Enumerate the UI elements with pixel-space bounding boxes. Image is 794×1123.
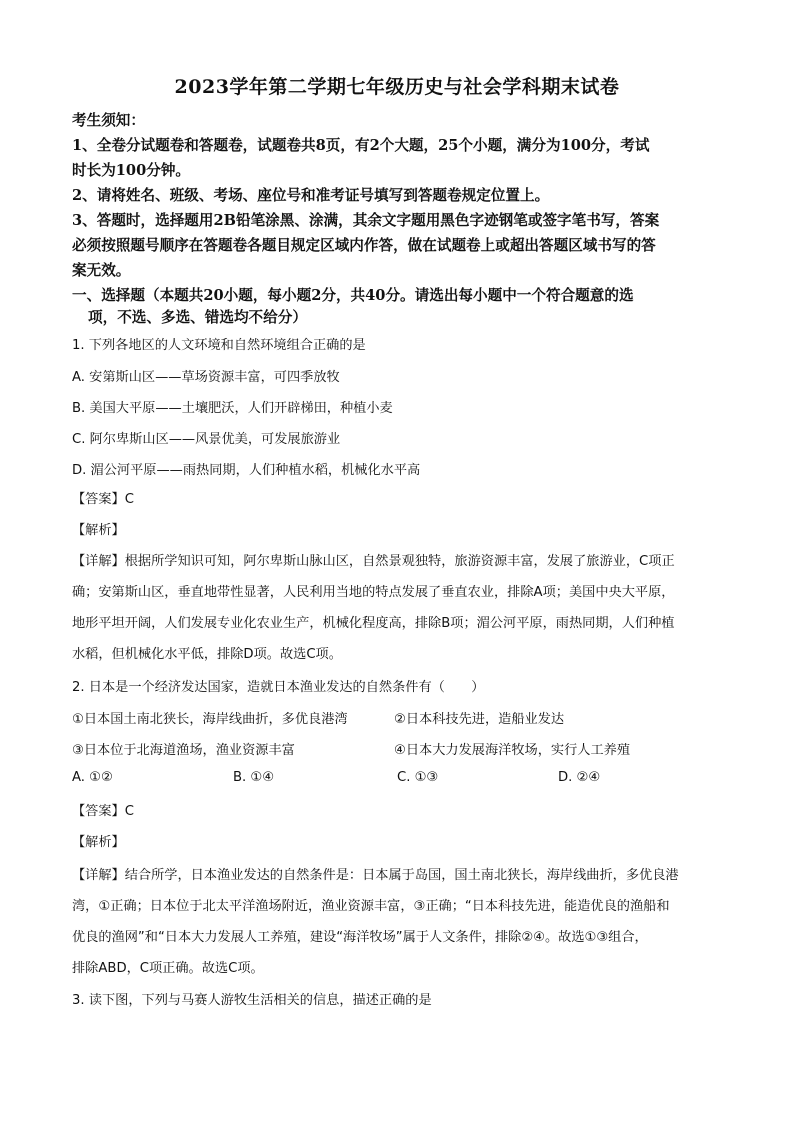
section-heading: 一、选择题（本题共20小题，每小题2分，共40分。请选出每小题中一个符合题意的选 [72, 287, 634, 304]
question-2-option-d: D. ②④ [558, 770, 601, 785]
section-heading-cont: 项，不选、多选、错选均不给分） [88, 309, 307, 326]
notice-item-3-cont: 必须按照题号顺序在答题卷各题目规定区域内作答，做在试题卷上或超出答题区域书写的答 [72, 237, 656, 254]
question-2-detail-4: 排除ABD，C项正确。故选C项。 [72, 961, 264, 976]
question-1-detail-2: 确；安第斯山区，垂直地带性显著，人民利用当地的特点发展了垂直农业，排除A项；美国中央大平原， [72, 585, 675, 600]
notice-item-3: 3、答题时，选择题用2B铅笔涂黑、涂满，其余文字题用黑色字迹钢笔或签字笔书写，答案 [72, 212, 660, 229]
notice-item-1-cont: 时长为100分钟。 [72, 162, 191, 179]
question-2-answer: 【答案】C [72, 804, 134, 819]
question-2-item-1: ①日本国土南北狭长，海岸线曲折，多优良港湾 [72, 712, 348, 727]
question-1-answer: 【答案】C [72, 492, 134, 507]
question-1-detail-1: 【详解】根据所学知识可知，阿尔卑斯山脉山区，自然景观独特，旅游资源丰富，发展了旅游业，C项正 [72, 554, 675, 569]
question-2-option-a: A. ①② [72, 770, 113, 785]
question-1-option-d: D. 湄公河平原——雨热同期，人们种植水稻，机械化水平高 [72, 463, 421, 478]
question-2-item-3: ③日本位于北海道渔场，渔业资源丰富 [72, 743, 295, 758]
question-1-detail-3: 地形平坦开阔，人们发展专业化农业生产，机械化程度高，排除B项；湄公河平原，雨热同期，人们种植 [72, 616, 675, 631]
question-2-stem: 2. 日本是一个经济发达国家，造就日本渔业发达的自然条件有（ ） [72, 680, 485, 695]
question-1-option-a: A. 安第斯山区——草场资源丰富，可四季放牧 [72, 370, 340, 385]
question-2-detail-1: 【详解】结合所学，日本渔业发达的自然条件是：日本属于岛国，国土南北狭长，海岸线曲折，多优良港 [72, 868, 679, 883]
question-2-analysis-label: 【解析】 [72, 835, 125, 850]
question-1-stem: 1. 下列各地区的人文环境和自然环境组合正确的是 [72, 338, 366, 353]
exam-title: 2023学年第二学期七年级历史与社会学科期末试卷 [174, 76, 620, 98]
question-2-detail-2: 湾，①正确；日本位于北太平洋渔场附近，渔业资源丰富，③正确；“日本科技先进，能造优良的渔船和 [72, 899, 670, 914]
question-2-item-4: ④日本大力发展海洋牧场，实行人工养殖 [394, 743, 631, 758]
notice-item-3-end: 案无效。 [72, 262, 131, 279]
question-2-detail-3: 优良的渔网”和“日本大力发展人工养殖，建设“海洋牧场”属于人文条件，排除②④。故选①③组合， [72, 930, 648, 945]
question-3-stem: 3. 读下图，下列与马赛人游牧生活相关的信息，描述正确的是 [72, 993, 432, 1008]
notice-item-1: 1、全卷分试题卷和答题卷，试题卷共8页，有2个大题，25个小题，满分为100分，考试 [72, 137, 650, 154]
question-2-item-2: ②日本科技先进，造船业发达 [394, 712, 565, 727]
question-1-option-c: C. 阿尔卑斯山区——风景优美，可发展旅游业 [72, 432, 341, 447]
notice-heading: 考生须知： [72, 112, 145, 129]
question-1-analysis-label: 【解析】 [72, 523, 125, 538]
question-1-detail-4: 水稻，但机械化水平低，排除D项。故选C项。 [72, 647, 342, 662]
notice-item-2: 2、请将姓名、班级、考场、座位号和准考证号填写到答题卷规定位置上。 [72, 187, 550, 204]
question-2-option-c: C. ①③ [397, 770, 439, 785]
question-2-option-b: B. ①④ [233, 770, 275, 785]
question-1-option-b: B. 美国大平原——土壤肥沃，人们开辟梯田，种植小麦 [72, 401, 393, 416]
